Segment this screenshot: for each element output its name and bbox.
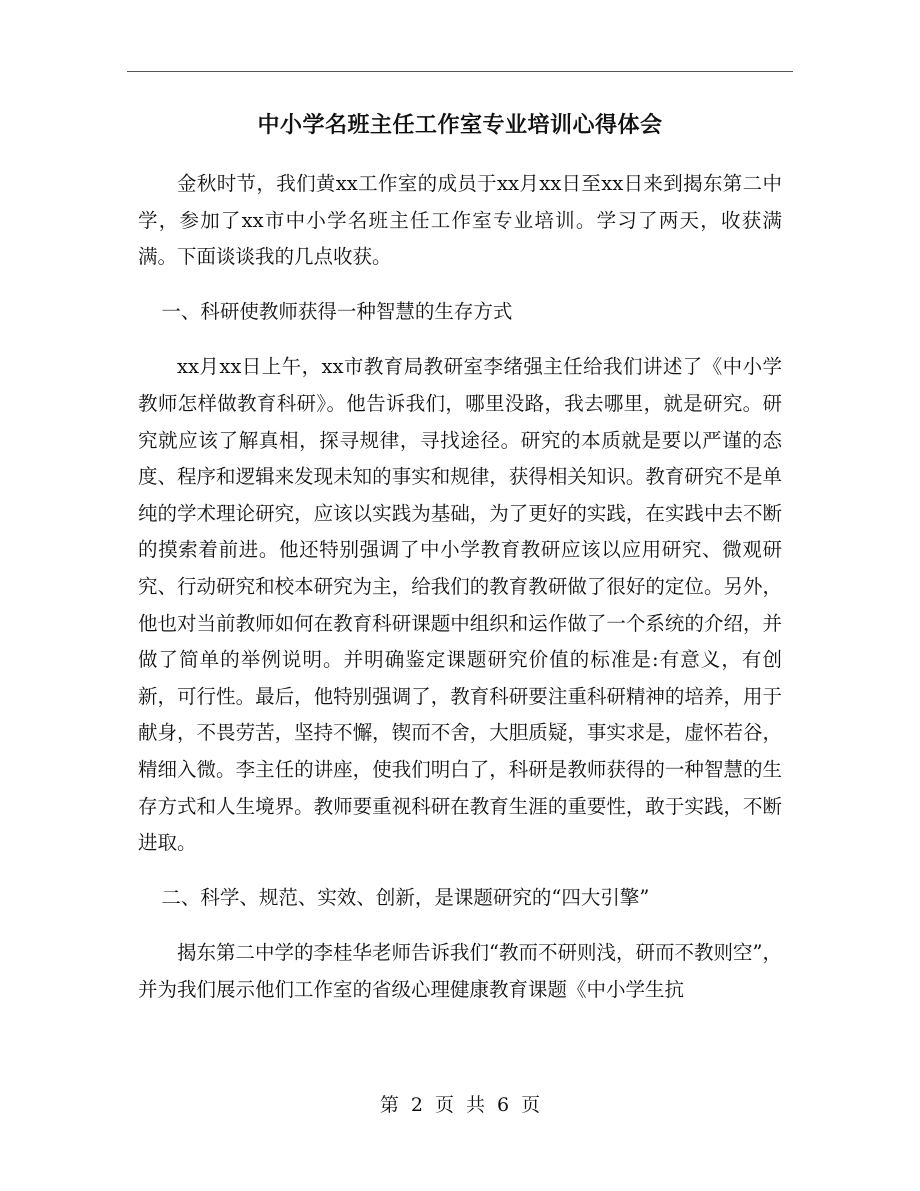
paragraph-intro: 金秋时节，我们黄xx工作室的成员于xx月xx日至xx日来到揭东第二中学，参加了xx市中小学名班主任工作室专业培训。学习了两天，收获满满。下面谈谈我的几点收获。 [138,172,782,269]
document-title: 中小学名班主任工作室专业培训心得体会 [257,112,663,138]
header-rule [127,71,793,72]
section-heading-2: 二、科学、规范、实效、创新，是课题研究的“四大引擎” [161,886,650,910]
paragraph-section-2: 揭东第二中学的李桂华老师告诉我们“教而不研则浅，研而不教则空”，并为我们展示他们工作室的省级心理健康教育课题《中小学生抗 [138,941,782,1001]
paragraph-section-1: xx月xx日上午，xx市教育局教研室李绪强主任给我们讲述了《中小学教师怎样做教育科研》。他告诉我们，哪里没路，我去哪里，就是研究。研究就应该了解真相，探寻规律，寻找途径。研究的本质就是要以严谨的态度、程序和逻辑来发现未知的事实和规律，获得相关知识。教育研究不是单纯的学术理论研究，应该以实践为基础，为了更好的实践，在实践中去不断的摸索着前进。他还特别强调了中小学教育教研应该以应用研究、微观研究、行动研究和校本研究为主，给我们的教育教研做了很好的定位。另外，他也对当前教师如何在教育科研课题中组织和运作做了一个系统的介绍，并做了简单的举例说明。并明确鉴定课题研究价值的标准是:有意义，有创新，可行性。最后，他特别强调了，教育科研要注重科研精神的培养，用于献身，不畏劳苦，坚持不懈，锲而不舍，大胆质疑，事实求是，虚怀若谷，精细入微。李主任的讲座，使我们明白了，科研是教师获得的一种智慧的生存方式和人生境界。教师要重视科研在教育生涯的重要性，敢于实践，不断进取。 [138,355,782,855]
document-body [138,166,782,1027]
page-number: 第 2 页 共 6 页 [379,1094,541,1116]
section-heading-1: 一、科研使教师获得一种智慧的生存方式 [161,300,513,324]
